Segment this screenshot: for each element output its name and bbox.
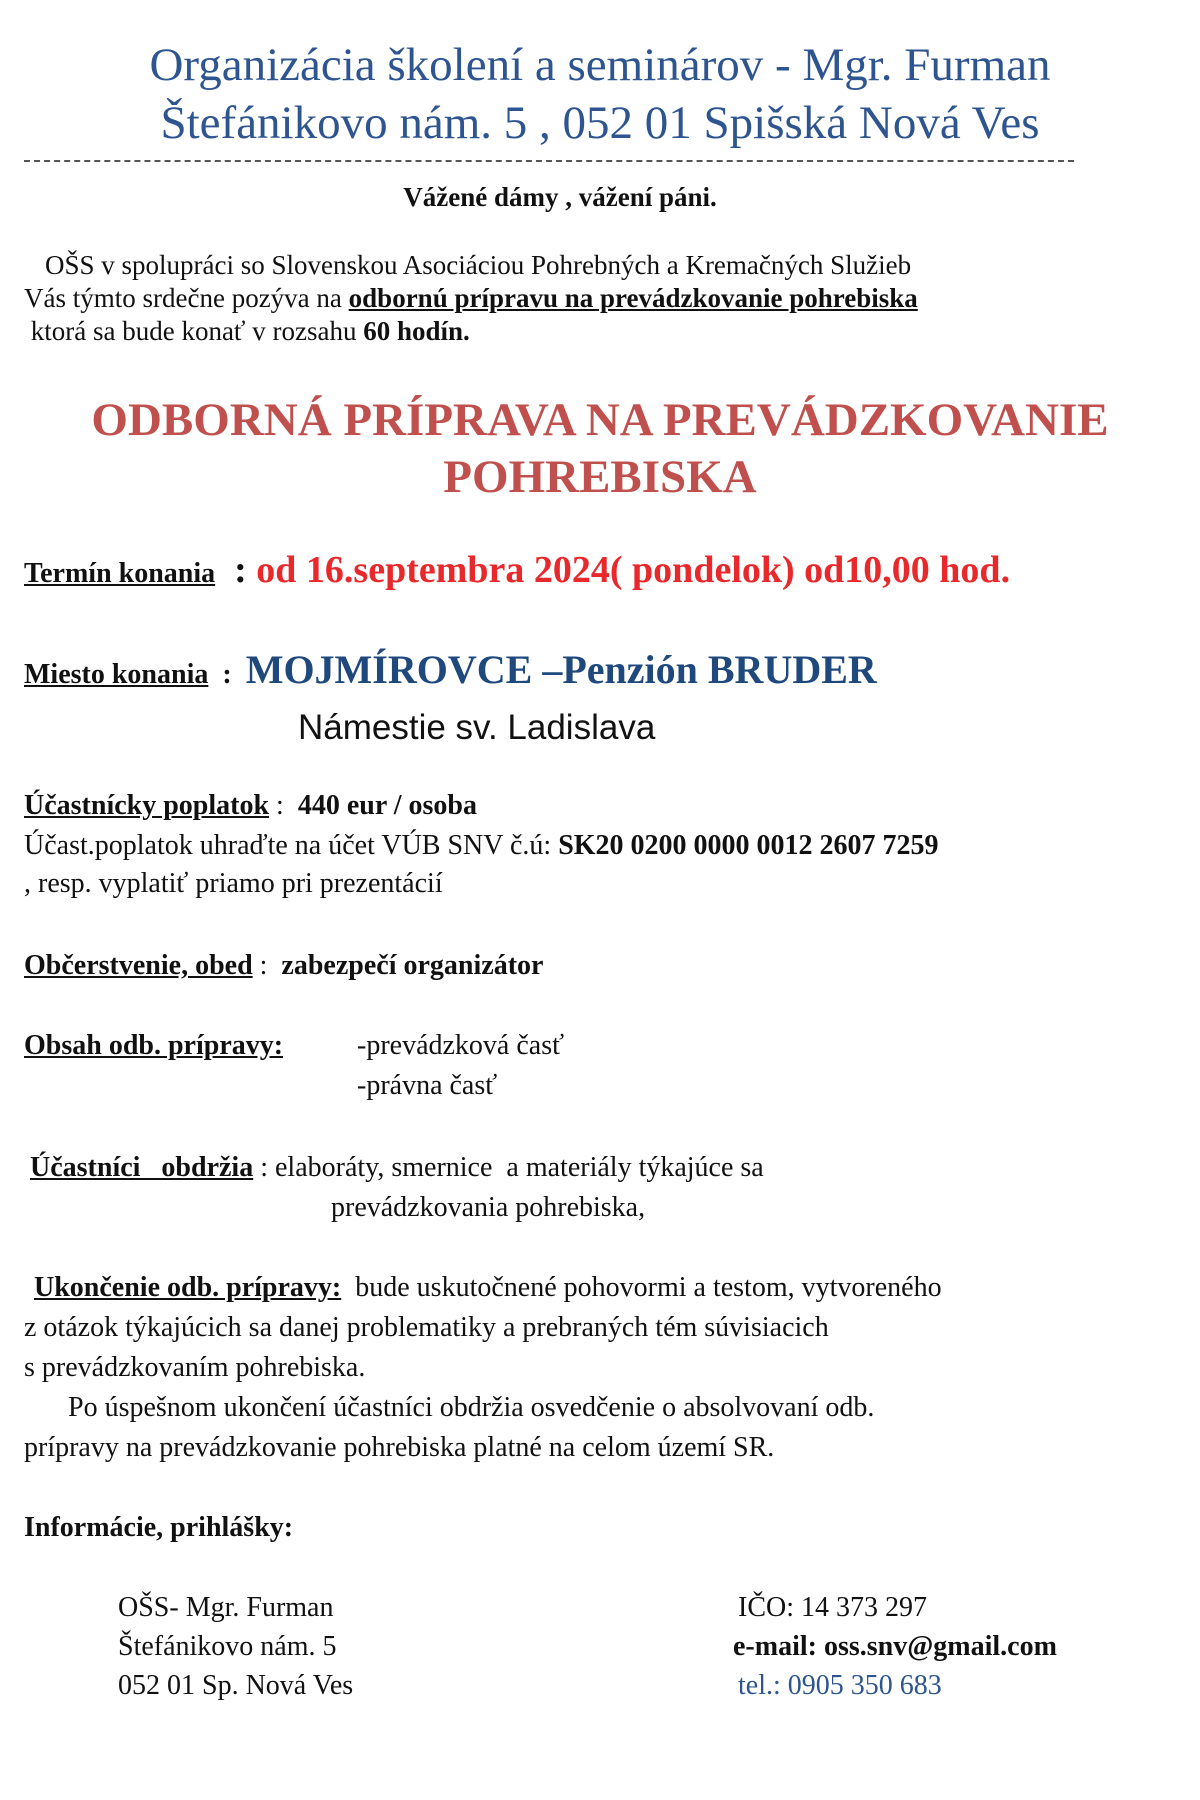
term-row (24, 548, 1010, 592)
info-tel[interactable]: tel.: 0905 350 683 (738, 1670, 942, 1701)
fee-account-line (24, 830, 939, 862)
completion-line-3: s prevádzkovaním pohrebiska. (24, 1352, 366, 1383)
intro-line-2 (24, 283, 918, 314)
participants-row (30, 1152, 764, 1184)
refreshment-value: zabezpečí organizátor (281, 950, 544, 981)
intro-scope-text: ktorá sa bude konať v rozsahu (24, 316, 364, 346)
fee-label: Účastnícky poplatok (24, 790, 270, 821)
info-address-2: Štefánikovo nám. 5 (118, 1631, 337, 1662)
intro-hours: 60 hodín. (363, 316, 470, 346)
info-ico: IČO: 14 373 297 (738, 1592, 927, 1623)
place-row (24, 646, 877, 693)
term-label: Termín konania (24, 558, 216, 589)
divider (24, 160, 1074, 162)
intro-line-1: OŠS v spolupráci so Slovenskou Asociáciou Pohrebných a Kremačných Služieb (45, 250, 912, 280)
completion-line-5: prípravy na prevádzkovanie pohrebiska platné na celom území SR. (24, 1432, 775, 1463)
refreshment-sep: : (252, 950, 282, 981)
info-address-3: 052 01 Sp. Nová Ves (118, 1670, 354, 1701)
completion-label: Ukončenie odb. prípravy: (34, 1272, 342, 1303)
fee-sep: : (269, 790, 298, 821)
greeting: Vážené dámy , vážení páni. (403, 182, 717, 212)
intro-underlined: odbornú prípravu na prevádzkovanie pohrebiska (348, 283, 918, 313)
completion-line-4: Po úspešnom ukončení účastníci obdržia osvedčenie o absolvovaní odb. (68, 1392, 875, 1423)
participants-line-1: elaboráty, smernice a materiály týkajúce sa (275, 1152, 764, 1183)
fee-account-text: Účast.poplatok uhraďte na účet VÚB SNV č.ú: (24, 830, 559, 861)
place-label: Miesto konania (24, 659, 209, 690)
header-line-2: Štefánikovo nám. 5 , 052 01 Spišská Nová Ves (160, 97, 1040, 149)
participants-sep: : (253, 1152, 275, 1183)
participants-line-2: prevádzkovania pohrebiska, (331, 1192, 646, 1223)
participants-label: Účastníci obdržia (30, 1152, 254, 1183)
content-label: Obsah odb. prípravy: (24, 1030, 284, 1061)
place-address: Námestie sv. Ladislava (298, 708, 656, 747)
refreshment-label: Občerstvenie, obed (24, 950, 253, 981)
fee-iban: SK20 0200 0000 0012 2607 7259 (558, 830, 939, 861)
completion-row (34, 1272, 942, 1304)
intro-text: Vás týmto srdečne pozýva na (24, 283, 349, 313)
info-email[interactable]: e-mail: oss.snv@gmail.com (733, 1631, 1057, 1662)
main-title-line-1: ODBORNÁ PRÍPRAVA NA PREVÁDZKOVANIE (91, 394, 1109, 446)
info-heading: Informácie, prihlášky: (24, 1512, 294, 1543)
term-sep: : (215, 549, 257, 591)
completion-line-1: bude uskutočnené pohovormi a testom, vytvoreného (341, 1272, 942, 1303)
header-line-1: Organizácia školení a seminárov - Mgr. Furman (149, 39, 1051, 91)
info-address-1: OŠS- Mgr. Furman (118, 1592, 334, 1623)
place-value: MOJMÍROVCE –Penzión BRUDER (245, 647, 877, 692)
fee-line-3: , resp. vyplatiť priamo pri prezentácií (24, 868, 443, 899)
term-value: od 16.septembra 2024( pondelok) od10,00 hod. (256, 549, 1011, 591)
completion-line-2: z otázok týkajúcich sa danej problematiky a prebraných tém súvisiacich (24, 1312, 829, 1343)
content-item-2: -právna časť (357, 1070, 498, 1101)
refreshment-row (24, 950, 543, 982)
main-title-line-2: POHREBISKA (443, 451, 757, 503)
place-sep: : (208, 659, 246, 690)
intro-line-3 (24, 316, 470, 347)
content-item-1: -prevádzková časť (357, 1030, 565, 1061)
fee-value: 440 eur / osoba (297, 790, 477, 821)
fee-row (24, 790, 477, 822)
